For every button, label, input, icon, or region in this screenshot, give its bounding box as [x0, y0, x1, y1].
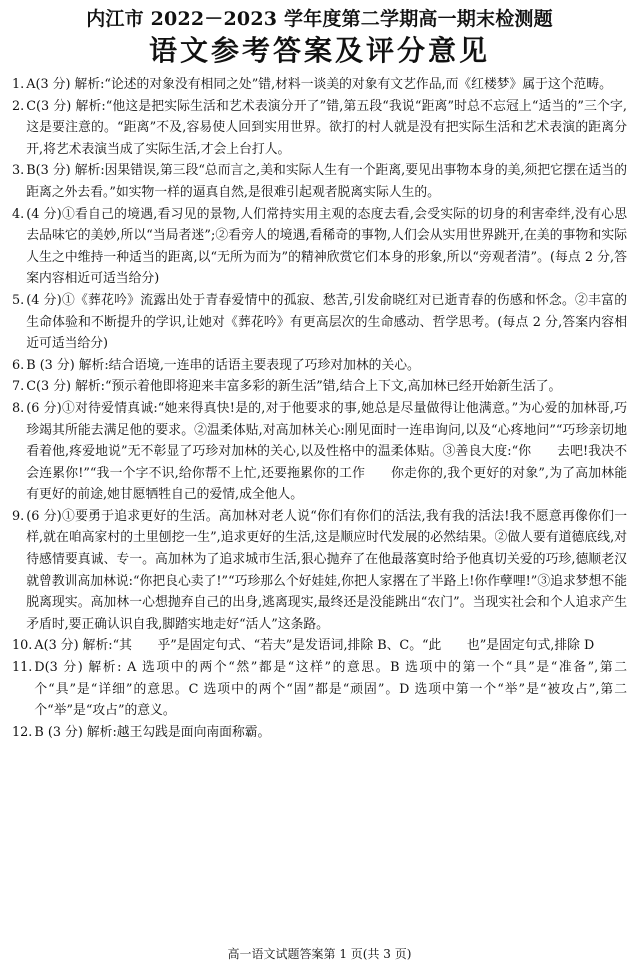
- answer-item-3: [12, 160, 627, 203]
- question-number: 2.: [12, 98, 25, 114]
- question-number: 5.: [12, 292, 25, 308]
- exam-title: 内江市 2022－2023 学年度第二学期高一期末检测题: [86, 8, 553, 30]
- answer-text: (6 分)①要勇于追求更好的生活。高加林对老人说“你们有你们的活法,我有我的活法!我不愿意再像你们一样,就在咱高家村的土里刨挖一生”,追求更好的生活,这是顺应时代发展的必然结果。②做人要有道德底线,对待感情要真诚、专一。高加林为了追求城市生活,狠心抛弃了在他最落寞时给予他真切关爱的巧珍,德顺老汉就曾教训高加林说:“你把良心卖了!”“巧珍那么个好娃娃,你把人家撂在了半路上!你作孽哩!”③追求梦想不能脱离现实。高加林一心想抛弃自己的出身,逃离现实,最终还是没能跳出“农门”。当现实社会和个人追求产生矛盾时,要正确认识自我,脚踏实地走好“活人”这条路。: [26, 508, 627, 632]
- answer-item-9: [12, 506, 627, 636]
- question-number: 8.: [12, 400, 25, 416]
- answer-item-1: [12, 74, 627, 96]
- answer-text: A(3 分) 解析:“论述的对象没有相同之处”错,材料一谈美的对象有文艺作品,而《红楼梦》属于这个范畴。: [26, 77, 612, 92]
- answer-item-10: [12, 635, 627, 657]
- question-number: 7.: [12, 379, 25, 395]
- answer-text: C(3 分) 解析:“他这是把实际生活和艺术表演分开了”错,第五段“我说“距离”时总不忘冠上“适当的”三个字,这是要注意的。“距离”不及,容易使人回到实用世界。欲打的村人就是没有把实际生活和艺术表演的距离分开,将艺术表演当成了实际生活,才会上台打人。: [26, 98, 627, 157]
- answer-text: (4 分)①看自己的境遇,看习见的景物,人们常持实用主观的态度去看,会受实际的切身的利害牵绊,没有心思去品味它的美妙,所以“当局者迷”;②看旁人的境遇,看稀奇的事物,人们会从实用世界跳开,在美的事物和实际人生之中维持一种适当的距离,以“无所为而为”的精神欣赏它们本身的形象,所以“旁观者清”。(每点 2 分,答案内容相近可适当给分): [26, 206, 627, 287]
- answer-text: (6 分)①对待爱情真诚:“她来得真快!是的,对于他要求的事,她总是尽量做得让他满意。”为心爱的加林哥,巧珍竭其所能去满足他的要求。②温柔体贴,对高加林关心:刚见面时一连串询问,以及“心疼地问”“巧珍亲切地看着他,疼爱地说”无不彰显了巧珍对加林的关心,以及性格中的温柔体贴。③善良大度:“你 去吧!我决不会连累你!”“我一个字不识,给你帮不上忙,还要拖累你的工作 你走你的,我个更好的对象”,为了高加林能有更好的前途,她甘愿牺牲自己的爱情,成全他人。: [26, 400, 627, 503]
- question-number: 1.: [12, 77, 25, 92]
- question-number: 3.: [12, 163, 25, 179]
- answer-text: B (3 分) 解析:结合语境,一连串的话语主要表现了巧珍对加林的关心。: [26, 357, 420, 373]
- question-number: 4.: [12, 206, 25, 222]
- answer-item-6: [12, 355, 627, 377]
- answer-item-11: [12, 657, 627, 722]
- question-number: 11.: [12, 660, 33, 676]
- answer-item-8: [12, 398, 627, 506]
- answer-text: D(3 分) 解析: A 选项中的两个“然”都是“这样”的意思。B 选项中的第一个“具”是“准备”,第二个“具”是“详细”的意思。C 选项中的两个“固”都是“顽固”。D 选项中第一个“举”是“被攻占”,第二个“举”是“攻占”的意义。: [34, 660, 627, 719]
- answer-item-5: [12, 290, 627, 355]
- answer-item-4: [12, 204, 627, 290]
- answer-text: (4 分)①《葬花吟》流露出处于青春爱情中的孤寂、愁苦,引发俞晓红对已逝青春的伤感和怀念。②丰富的生命体验和不断提升的学识,让她对《葬花吟》有更高层次的生命感动、哲学思考。(每点 2 分,答案内容相近可适当给分): [26, 292, 627, 352]
- answer-text: A(3 分) 解析:“其 乎”是固定句式、“若夫”是发语词,排除 B、C。“此 也”是固定句式,排除 D: [34, 638, 595, 654]
- answer-item-7: [12, 376, 627, 398]
- page-footer: 高一语文试题答案第 1 页(共 3 页): [227, 947, 412, 961]
- question-number: 9.: [12, 508, 25, 524]
- answer-key-title: 语文参考答案及评分意见: [148, 34, 490, 67]
- answer-list: [12, 74, 627, 743]
- question-number: 10.: [12, 638, 33, 654]
- answer-text: C(3 分) 解析:“预示着他即将迎来丰富多彩的新生活”错,结合上下文,高加林已经开始新生活了。: [26, 379, 562, 395]
- question-number: 12.: [12, 724, 33, 740]
- answer-text: B(3 分) 解析:因果错误,第三段“总而言之,美和实际人生有一个距离,要见出事物本身的美,须把它摆在适当的距离之外去看。”如实物一样的逼真自然,是很难引起观者脱离实际人生的。: [26, 163, 627, 200]
- question-number: 6.: [12, 357, 25, 373]
- answer-text: B (3 分) 解析:越王勾践是面向南面称霸。: [34, 724, 271, 740]
- answer-item-2: [12, 96, 627, 161]
- answer-item-12: [12, 722, 627, 744]
